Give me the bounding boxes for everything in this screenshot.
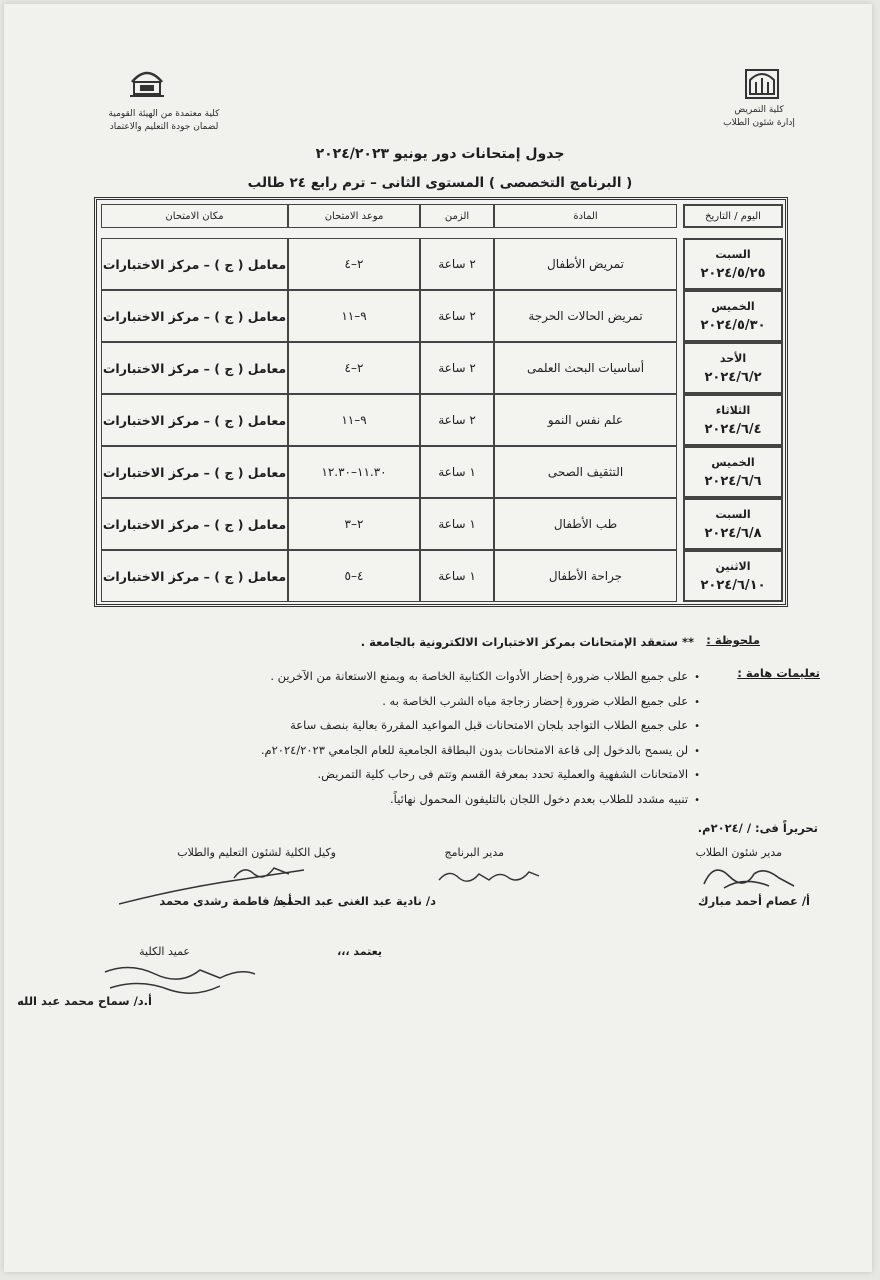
place-cell: معامل ( ج ) – مركز الاختبارات — [101, 238, 288, 290]
exam-date: ٢٠٢٤/٥/٢٥ — [700, 266, 766, 281]
subject-cell: طب الأطفال — [494, 498, 677, 550]
date-cell — [683, 446, 783, 498]
approval-text: يعتمد ،،، — [337, 945, 382, 958]
instruction-text: على جميع الطلاب التواجد بلجان الامتحانات قبل المواعيد المقررة بعالية بنصف ساعة — [290, 718, 689, 732]
header-subject: المادة — [494, 204, 677, 228]
place-cell: معامل ( ج ) – مركز الاختبارات — [101, 550, 288, 602]
faculty-logo-icon — [742, 64, 782, 100]
instruction-text: تنبيه مشدد للطلاب بعدم دخول اللجان بالتليفون المحمول نهائياً. — [390, 791, 689, 806]
instruction-item — [270, 669, 700, 683]
header-time: موعد الامتحان — [288, 204, 420, 228]
duration-cell: ٢ ساعة — [420, 342, 494, 394]
instruction-item — [290, 718, 700, 732]
instruction-item — [261, 743, 700, 757]
vice-dean-title: وكيل الكلية لشئون التعليم والطلاب — [177, 846, 336, 859]
exam-date: ٢٠٢٤/٦/٢ — [704, 370, 762, 385]
day-name: السبت — [715, 508, 751, 521]
vice-dean-name: أ.د/ فاطمة رشدى محمد — [159, 894, 292, 908]
day-name: الخميس — [711, 300, 755, 313]
date-cell — [683, 550, 783, 602]
document-page — [4, 4, 872, 1272]
instruction-text: على جميع الطلاب ضرورة إحضار الأدوات الكتابية الخاصة به ويمنع الاستعانة من الآخرين . — [270, 669, 689, 683]
day-name: الثلاثاء — [715, 404, 751, 417]
bullet-icon: • — [694, 721, 700, 732]
bullet-icon: • — [694, 794, 700, 806]
instruction-text: الامتحانات الشفهية والعملية تحدد بمعرفة القسم وتتم فى رحاب كلية التمريض. — [317, 767, 689, 781]
duration-cell: ٢ ساعة — [420, 238, 494, 290]
header-right-line: كلية التمريض — [734, 105, 784, 115]
program-director-signature — [434, 860, 544, 890]
subject-cell: جراحة الأطفال — [494, 550, 677, 602]
subject-cell: علم نفس النمو — [494, 394, 677, 446]
header-left — [94, 108, 234, 134]
instruction-item — [390, 792, 700, 806]
date-cell — [683, 342, 783, 394]
program-director-title: مدير البرنامج — [444, 846, 504, 859]
instructions-label: تعليمات هامة : — [737, 666, 820, 680]
duration-cell: ١ ساعة — [420, 498, 494, 550]
exam-date: ٢٠٢٤/٥/٣٠ — [700, 318, 766, 333]
place-cell: معامل ( ج ) – مركز الاختبارات — [101, 342, 288, 394]
page-subtitle: ( البرنامج التخصصى ) المستوى الثانى – ترم رابع ٢٤ طالب — [247, 175, 633, 191]
subject-cell: أساسيات البحث العلمى — [494, 342, 677, 394]
note-label: ملحوظة : — [706, 633, 760, 647]
bullet-icon: • — [694, 672, 700, 683]
place-cell: معامل ( ج ) – مركز الاختبارات — [101, 446, 288, 498]
header-right-line: إدارة شئون الطلاب — [723, 118, 795, 128]
time-cell: ٩–١١ — [288, 394, 420, 446]
exam-date: ٢٠٢٤/٦/٦ — [704, 474, 762, 489]
subject-cell: تمريض الحالات الحرجة — [494, 290, 677, 342]
time-cell: ٢–٣ — [288, 498, 420, 550]
duration-cell: ١ ساعة — [420, 446, 494, 498]
duration-cell: ١ ساعة — [420, 550, 494, 602]
bullet-icon: • — [694, 696, 700, 708]
time-cell: ٢–٤ — [288, 238, 420, 290]
duration-cell: ٢ ساعة — [420, 394, 494, 446]
student-affairs-name: أ/ عصام أحمد مبارك — [698, 894, 810, 908]
instruction-text: على جميع الطلاب ضرورة إحضار زجاجة مياه الشرب الخاصة به . — [382, 693, 689, 708]
page-title: جدول إمتحانات دور يونيو ٢٠٢٤/٢٠٢٣ — [315, 146, 565, 162]
time-cell: ١١.٣٠–١٢.٣٠ — [288, 446, 420, 498]
date-cell — [683, 498, 783, 550]
header-duration: الزمن — [420, 204, 494, 228]
bullet-icon: • — [694, 745, 700, 757]
dean-title: عميد الكلية — [139, 945, 190, 958]
header-left-line: كلية معتمدة من الهيئة القومية — [108, 109, 220, 119]
student-affairs-signature — [684, 856, 804, 896]
day-name: الأحد — [719, 352, 747, 365]
header-place: مكان الامتحان — [101, 204, 288, 228]
exam-date: ٢٠٢٤/٦/٨ — [704, 526, 762, 541]
note-text: ** ستعقد الإمتحانات بمركز الاختبارات الالكترونية بالجامعة . — [360, 635, 694, 649]
header-right — [694, 104, 824, 130]
date-cell — [683, 394, 783, 446]
university-logo-icon — [126, 62, 166, 98]
day-name: الاثنين — [715, 560, 751, 573]
exam-schedule-table — [94, 197, 788, 607]
dean-name: أ.د/ سماح محمد عبد الله — [17, 994, 152, 1008]
bullet-icon: • — [694, 770, 700, 781]
duration-cell: ٢ ساعة — [420, 290, 494, 342]
date-cell — [683, 290, 783, 342]
place-cell: معامل ( ج ) – مركز الاختبارات — [101, 290, 288, 342]
date-cell — [683, 238, 783, 290]
instruction-item — [317, 767, 700, 781]
exam-date: ٢٠٢٤/٦/١٠ — [700, 578, 766, 593]
header-left-line: لضمان جودة التعليم والاعتماد — [109, 122, 219, 132]
subject-cell: التثقيف الصحى — [494, 446, 677, 498]
instruction-text: لن يسمح بالدخول إلى قاعة الامتحانات بدون البطاقة الجامعية للعام الجامعي ٢٠٢٤/٢٠٢٣م. — [260, 742, 689, 757]
exam-date: ٢٠٢٤/٦/٤ — [704, 422, 762, 437]
written-date: تحريراً فى: / /٢٠٢٤م. — [697, 821, 818, 835]
place-cell: معامل ( ج ) – مركز الاختبارات — [101, 394, 288, 446]
subject-cell: تمريض الأطفال — [494, 238, 677, 290]
time-cell: ٤–٥ — [288, 550, 420, 602]
program-director-name: د/ نادية عبد الغنى عبد الحميد — [274, 894, 436, 908]
place-cell: معامل ( ج ) – مركز الاختبارات — [101, 498, 288, 550]
day-name: السبت — [715, 248, 751, 261]
student-affairs-title: مدير شئون الطلاب — [695, 846, 782, 859]
time-cell: ٢–٤ — [288, 342, 420, 394]
time-cell: ٩–١١ — [288, 290, 420, 342]
day-name: الخميس — [711, 456, 755, 469]
header-day-date: اليوم / التاريخ — [683, 204, 783, 228]
instruction-item — [382, 694, 700, 708]
